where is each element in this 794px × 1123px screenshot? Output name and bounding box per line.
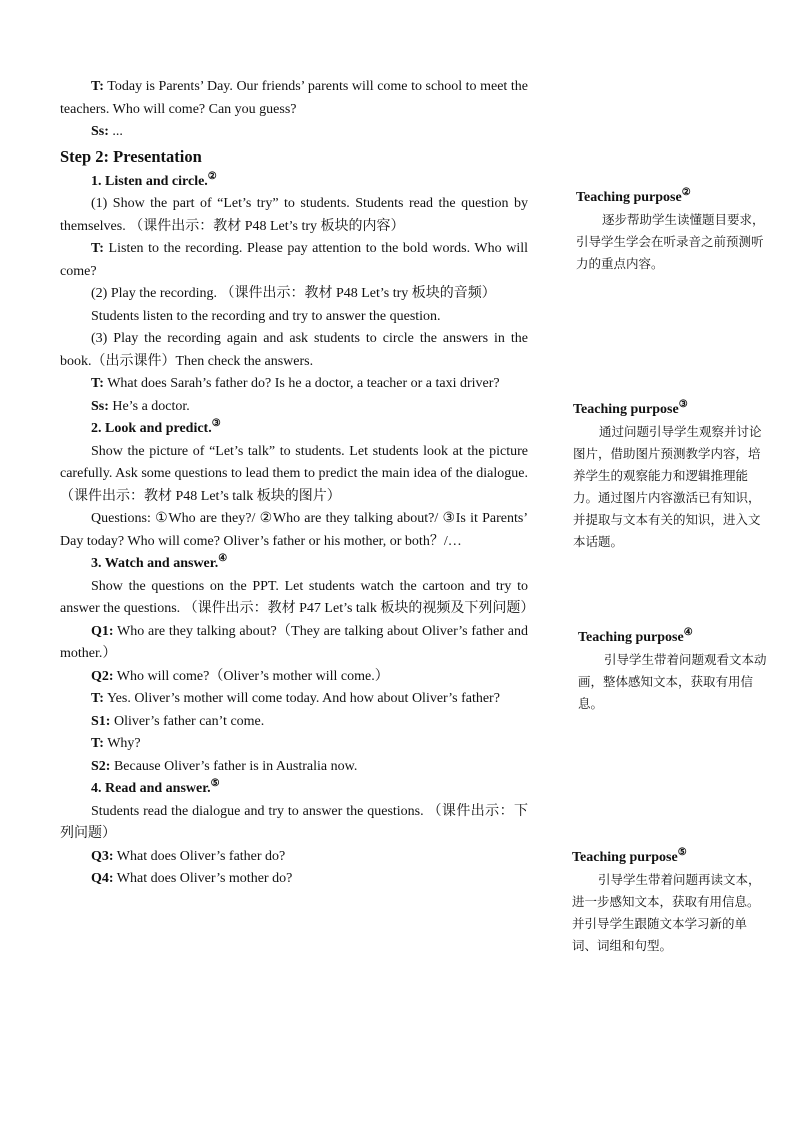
teaching-purpose-body: 通过问题引导学生观察并讨论图片，借助图片预测教学内容，培养学生的观察能力和逻辑推理能力。通过图片内容激活已有知识，并提取与文本有关的知识，进入文本话题。 — [573, 424, 762, 549]
teaching-purpose-4 — [578, 627, 768, 715]
title-text: Teaching purpose — [573, 402, 679, 417]
teaching-purpose-title — [578, 627, 768, 649]
section4-paragraph-1: Students read the dialogue and try to answer the questions. （课件出示：下列问题） — [60, 803, 528, 841]
footnote-mark: ⑤ — [210, 778, 220, 789]
step2-heading: Step 2: Presentation — [60, 146, 202, 166]
dialogue-text: Listen to the recording. Please pay attention to the bold words. Who will come? — [60, 241, 528, 279]
section1-paragraph-1: (1) Show the part of “Let’s try” to students. Students read the question by themselves. （课件出示：教材 P48 Let’s try 板块的内容） — [60, 196, 528, 234]
question-label: Q3: — [91, 848, 114, 864]
title-text: Teaching purpose — [578, 630, 684, 645]
section4-heading — [60, 778, 528, 801]
dialogue-text: Because Oliver’s father is in Australia now. — [110, 758, 358, 774]
footnote-mark: ② — [207, 170, 217, 182]
footnote-mark: ⑤ — [677, 847, 687, 858]
dialogue-text: Oliver’s father can’t come. — [110, 713, 265, 729]
teaching-purpose-title — [573, 399, 763, 421]
section3-s2-line — [60, 756, 528, 779]
dialogue-text: Yes. Oliver’s mother will come today. And how about Oliver’s father? — [103, 691, 500, 706]
lesson-main-column — [60, 76, 535, 891]
question-q1 — [60, 621, 528, 666]
section3-s1-line — [60, 711, 528, 734]
speaker-label: T: — [91, 376, 104, 391]
section1-students-line — [60, 396, 528, 419]
section2-paragraph-1: Show the picture of “Let’s talk” to students. Let students look at the picture carefully. Ask some questions to lead them to predict the main idea of the dialogue. （课件出示：教材 P48 Let’s talk 板块的图片） — [60, 443, 528, 504]
section-title: 1. Listen and circle. — [91, 173, 208, 189]
speaker-label: T: — [91, 79, 104, 94]
footnote-mark: ③ — [211, 418, 221, 429]
speaker-label: S1: — [91, 713, 111, 729]
teaching-purpose-title — [572, 847, 762, 869]
teaching-purpose-body: 引导学生带着问题观看文本动画，整体感知文本，获取有用信息。 — [578, 652, 767, 711]
question-q3 — [60, 846, 528, 869]
intro-teacher-line — [60, 76, 528, 121]
dialogue-text: What does Sarah’s father do? Is he a doctor, a teacher or a taxi driver? — [103, 376, 500, 391]
dialogue-text: Today is Parents’ Day. Our friends’ parents will come to school to meet the teachers. Who will come? Can you guess? — [60, 79, 528, 117]
section1-teacher-line-2 — [60, 373, 528, 396]
teaching-purpose-title — [576, 187, 766, 209]
question-label: Q1: — [91, 623, 114, 639]
question-text: Who are they talking about?（They are talking about Oliver’s father and mother.） — [60, 623, 528, 661]
section-title: 2. Look and predict. — [91, 421, 212, 436]
teaching-purpose-body: 逐步帮助学生读懂题目要求，引导学生学会在听录音之前预测听力的重点内容。 — [576, 212, 765, 271]
speaker-label: T: — [91, 736, 104, 751]
speaker-label: T: — [91, 241, 104, 256]
section1-paragraph-3: Students listen to the recording and try to answer the question. — [91, 308, 441, 324]
question-label: Q2: — [91, 668, 114, 684]
footnote-mark: ③ — [678, 399, 688, 410]
section3-teacher-line — [60, 688, 528, 711]
section3-teacher-line-2 — [60, 733, 528, 756]
speaker-label: Ss: — [91, 398, 109, 414]
teaching-purpose-2 — [576, 187, 766, 275]
section1-teacher-line — [60, 238, 528, 283]
question-text: What does Oliver’s father do? — [113, 848, 286, 864]
section2-heading — [60, 418, 528, 441]
section1-paragraph-2: (2) Play the recording. （课件出示：教材 P48 Let’s try 板块的音频） — [91, 286, 496, 301]
section2-questions: Questions: ①Who are they?/ ②Who are they talking about?/ ③Is it Parents’ Day today? Who will come? Oliver’s father or his mother, or both？/… — [60, 511, 528, 549]
teaching-purpose-3 — [573, 399, 763, 553]
section1-heading — [60, 171, 528, 194]
dialogue-text: ... — [108, 124, 123, 139]
title-text: Teaching purpose — [576, 190, 682, 205]
dialogue-text: He’s a doctor. — [108, 398, 190, 414]
question-label: Q4: — [91, 871, 114, 886]
dialogue-text: Why? — [103, 736, 141, 751]
speaker-label: Ss: — [91, 124, 109, 139]
footnote-mark: ② — [681, 187, 691, 198]
speaker-label: T: — [91, 691, 104, 706]
question-q4 — [60, 868, 528, 891]
question-q2 — [60, 666, 528, 689]
footnote-mark: ④ — [218, 553, 228, 564]
teaching-purpose-body: 引导学生带着问题再读文本，进一步感知文本，获取有用信息。并引导学生跟随文本学习新的单词、词组和句型。 — [572, 872, 761, 953]
intro-students-line — [60, 121, 528, 144]
teaching-purpose-5 — [572, 847, 762, 957]
section1-paragraph-4: (3) Play the recording again and ask students to circle the answers in the book.（出示课件）Then check the answers. — [60, 331, 528, 369]
footnote-mark: ④ — [683, 627, 693, 638]
section3-paragraph-1: Show the questions on the PPT. Let students watch the cartoon and try to answer the questions. （课件出示：教材 P47 Let’s talk 板块的视频及下列问题） — [60, 578, 535, 616]
question-text: Who will come?（Oliver’s mother will come.） — [113, 668, 389, 684]
section3-heading — [60, 553, 528, 576]
speaker-label: S2: — [91, 758, 111, 774]
title-text: Teaching purpose — [572, 850, 678, 865]
section-title: 4. Read and answer. — [91, 781, 211, 796]
section-title: 3. Watch and answer. — [91, 556, 219, 571]
question-text: What does Oliver’s mother do? — [113, 871, 293, 886]
